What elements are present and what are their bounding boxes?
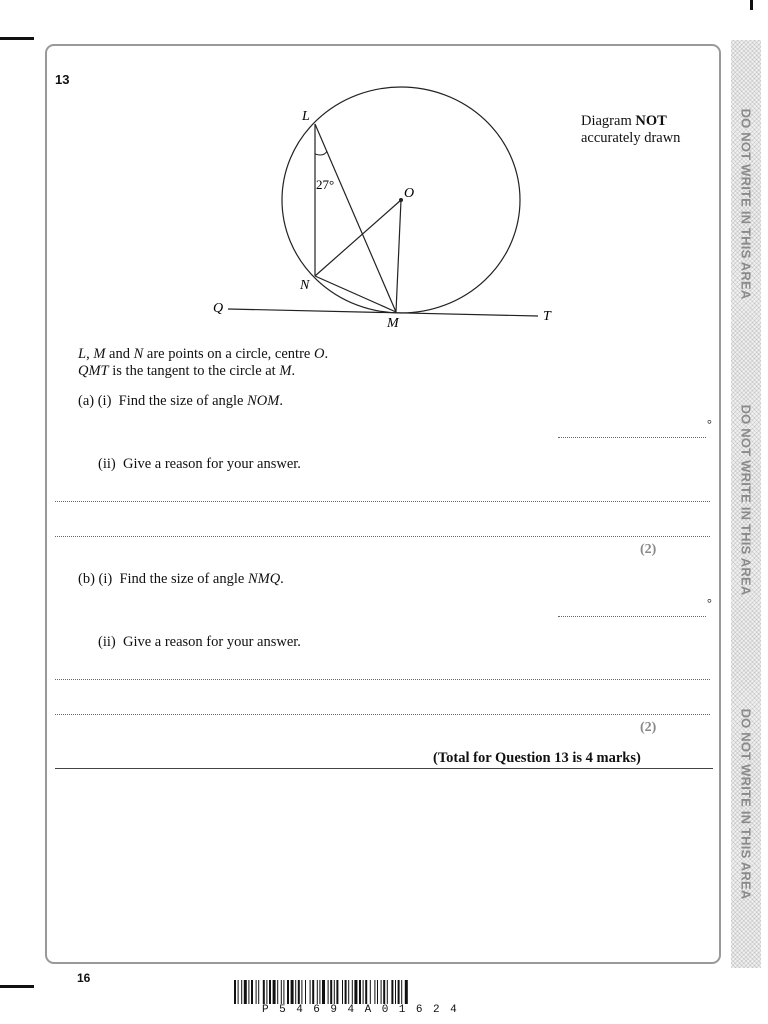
part-a-angle: NOM [247, 393, 280, 409]
barcode-bar [387, 980, 388, 1004]
barcode-bar [287, 980, 289, 1004]
chord-nm [315, 276, 396, 312]
part-a-prompt-end: . [279, 393, 283, 409]
part-b-ii-text: Give a reason for your answer. [122, 634, 301, 650]
degree-symbol-b: ° [707, 596, 712, 610]
part-b-prompt-end: . [280, 571, 284, 587]
barcode-bar [312, 980, 314, 1004]
barcode-bar [365, 980, 367, 1004]
answer-line-b-ii-2[interactable] [55, 714, 710, 715]
barcode-bar [395, 980, 396, 1004]
marks-a: (2) [640, 542, 657, 557]
radius-om [396, 200, 401, 312]
label-O: O [404, 186, 415, 201]
stmt1-part-4: N [133, 346, 144, 362]
barcode-bar [277, 980, 278, 1004]
barcode-text: P54694A01624 [262, 1004, 468, 1016]
side-warning-1: DO NOT WRITE IN THIS AREA [738, 108, 754, 300]
total-marks: (Total for Question 13 is 4 marks) [433, 750, 641, 766]
tangent-line-qmt [228, 309, 538, 316]
barcode-bar [328, 980, 329, 1004]
label-N: N [300, 278, 310, 293]
part-a-i [78, 393, 283, 410]
barcode-bar [251, 980, 253, 1004]
barcode-bar [273, 980, 276, 1004]
part-a-ii-label: (ii) [98, 456, 116, 472]
barcode-bar [391, 980, 393, 1004]
barcode-bar [305, 980, 306, 1004]
barcode-bar [336, 980, 338, 1004]
barcode-bar [256, 980, 257, 1004]
statement-line-2 [78, 363, 295, 380]
answer-line-a-ii-2[interactable] [55, 536, 710, 537]
marks-b: (2) [640, 720, 657, 735]
barcode-bar [377, 980, 378, 1004]
barcode-bar [345, 980, 347, 1004]
circle-diagram [0, 0, 768, 360]
answer-line-a-i[interactable] [558, 437, 706, 438]
barcode-bar [381, 980, 382, 1004]
part-b-prompt: Find the size of angle [119, 571, 248, 587]
part-a-label: (a) (i) [78, 393, 112, 409]
label-T: T [543, 309, 551, 324]
barcode-bar [298, 980, 300, 1004]
barcode-bar [283, 980, 284, 1004]
part-b-ii [98, 634, 301, 651]
barcode-bar [266, 980, 267, 1004]
question-divider [55, 768, 713, 769]
answer-line-b-ii-1[interactable] [55, 679, 710, 680]
degree-symbol-a: ° [707, 417, 712, 431]
answer-line-b-i[interactable] [558, 616, 706, 617]
barcode-bar [352, 980, 353, 1004]
barcode-bar [354, 980, 357, 1004]
diagram-note-text-2: accurately drawn [581, 130, 681, 146]
barcode-bar [363, 980, 364, 1004]
barcode-bar [244, 980, 247, 1004]
barcode-bar [330, 980, 332, 1004]
answer-line-a-ii-1[interactable] [55, 501, 710, 502]
stmt2-part-3: . [291, 363, 296, 379]
barcode-bar [348, 980, 349, 1004]
label-L: L [302, 109, 310, 124]
chord-lm [315, 124, 396, 312]
barcode-bar [234, 980, 236, 1004]
barcode-bar [317, 980, 318, 1004]
stmt1-part-3: and [105, 346, 134, 362]
stmt2-part-2: M [279, 363, 292, 379]
side-warning-2: DO NOT WRITE IN THIS AREA [738, 404, 754, 596]
barcode-bar [383, 980, 385, 1004]
radius-on [315, 200, 401, 276]
barcode-bar [281, 980, 282, 1004]
stmt2-part-0: QMT [78, 363, 109, 379]
label-angle: 27° [316, 177, 335, 192]
barcode-bar [310, 980, 311, 1004]
side-warning-3: DO NOT WRITE IN THIS AREA [738, 708, 754, 900]
barcode-bar [405, 980, 408, 1004]
part-a-ii [98, 456, 301, 473]
barcode-bar [295, 980, 296, 1004]
barcode-bar [322, 980, 325, 1004]
barcode-bar [342, 980, 343, 1004]
question-number: 13 [55, 72, 70, 87]
barcode-bar [398, 980, 400, 1004]
stmt1-part-7: . [324, 346, 329, 362]
barcode-bar [301, 980, 302, 1004]
stmt1-part-2: M [93, 346, 106, 362]
barcode-bar [263, 980, 265, 1004]
diagram-note-text: Diagram [581, 113, 636, 129]
page-number: 16 [77, 971, 91, 985]
barcode-bar [258, 980, 259, 1004]
angle-arc [315, 151, 327, 155]
barcode [234, 980, 534, 1004]
stmt1-part-1: , [86, 346, 94, 362]
barcode-bar [241, 980, 242, 1004]
barcode-bar [359, 980, 361, 1004]
part-a-prompt: Find the size of angle [118, 393, 248, 409]
barcode-bar [319, 980, 320, 1004]
part-b-ii-label: (ii) [98, 634, 116, 650]
barcode-bar [370, 980, 371, 1004]
statement-line-1 [78, 346, 328, 363]
barcode-bar [374, 980, 375, 1004]
barcode-bar [238, 980, 239, 1004]
barcode-bar [401, 980, 402, 1004]
edge-mark-bottom-left [0, 985, 34, 988]
part-b-i [78, 571, 284, 588]
label-Q: Q [213, 301, 224, 316]
barcode-bar [248, 980, 249, 1004]
label-M: M [387, 316, 399, 331]
stmt1-part-0: L [78, 346, 87, 362]
barcode-bar [291, 980, 294, 1004]
barcode-bar [334, 980, 335, 1004]
stmt1-part-6: O [313, 346, 325, 362]
diagram-note-bold: NOT [635, 113, 667, 129]
stmt1-part-5: are points on a circle, centre [143, 346, 314, 362]
stmt2-part-1: is the tangent to the circle at [108, 363, 280, 379]
part-b-label: (b) (i) [78, 571, 113, 587]
part-b-angle: NMQ [247, 571, 281, 587]
centre-point [399, 198, 403, 202]
barcode-bar [269, 980, 271, 1004]
part-a-ii-text: Give a reason for your answer. [122, 456, 301, 472]
